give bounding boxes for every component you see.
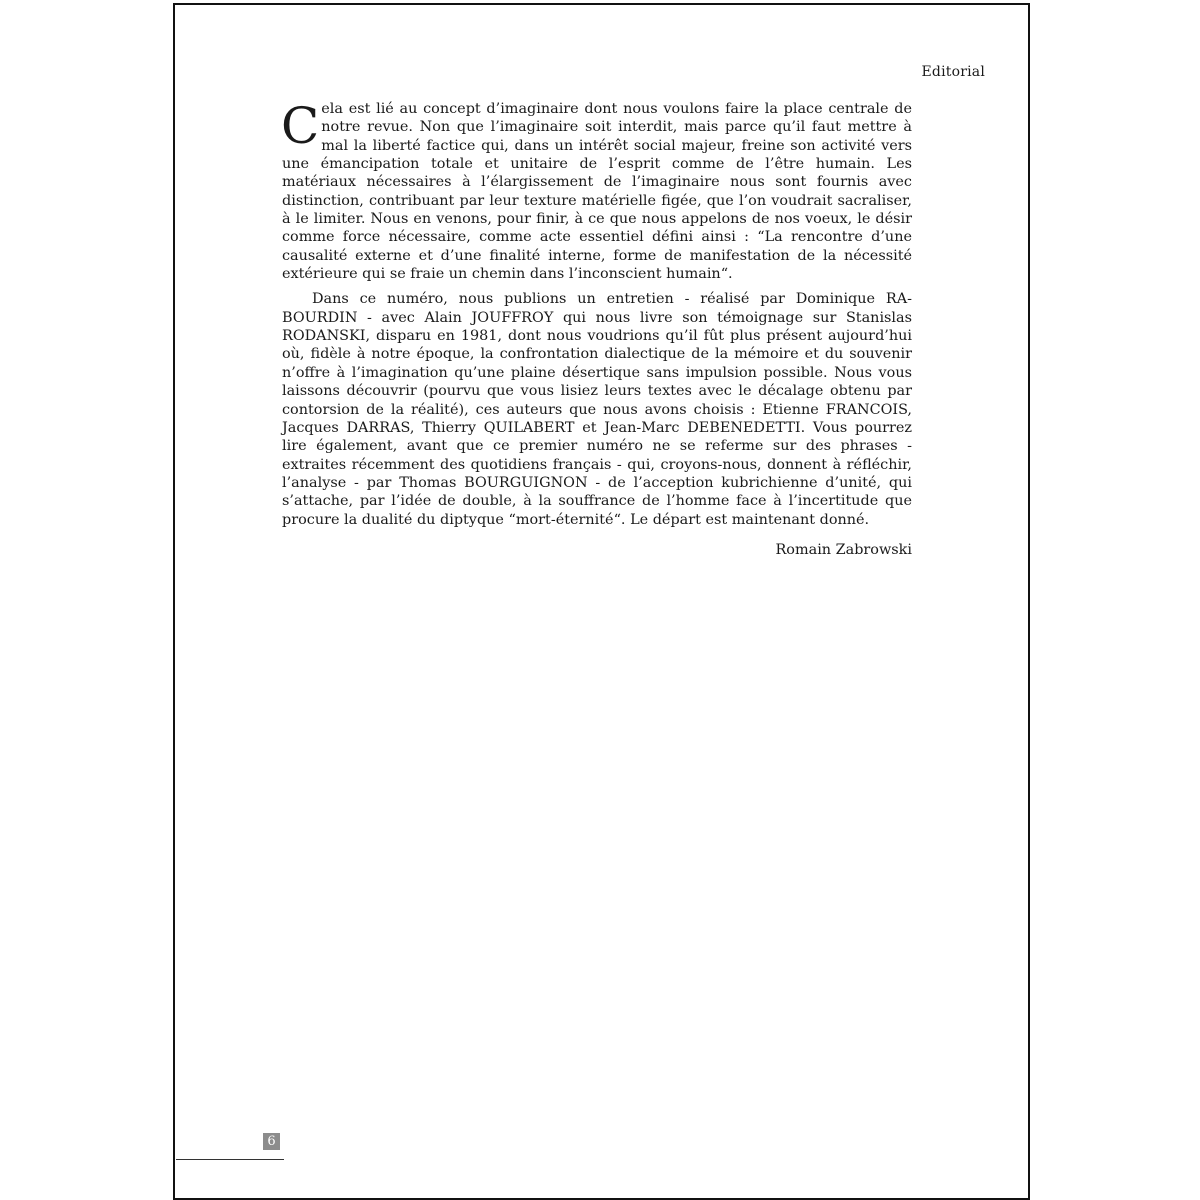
author-signature: Romain Zabrowski	[775, 541, 912, 558]
drop-cap: C	[281, 97, 320, 155]
footer-rule	[176, 1159, 284, 1160]
page	[173, 3, 1030, 1200]
paragraph-2: Dans ce numéro, nous publions un entretien - réalisé par Dominique RABOURDIN - avec Alain JOUFFROY qui nous livre son témoignage sur Stanislas RODANSKI, disparu en 1981, dont nous voudrions qu’il fût plus présent aujourd’hui où, fidèle à notre époque, la confrontation dialectique de la mémoire et du souvenir n’offre à l’imagination qu’une plaine désertique sans impulsion possible. Nous vous laissons découvrir (pourvu que vous lisiez leurs textes avec le décalage obtenu par contorsion de la réalité), ces auteurs que nous avons choisis : Etienne FRANCOIS, Jacques DARRAS, Thierry QUILABERT et Jean-Marc DEBENEDETTI. Vous pourrez lire également, avant que ce premier numéro ne se referme sur des phrases - extraites récemment des quotidiens français - qui, croyons-nous, donnent à réfléchir, l’analyse - par Thomas BOURGUIGNON - de l’acception kubrichienne d’unité, qui s’attache, par l’idée de double, à la souffrance de l’homme face à l’incertitude que procure la dualité du diptyque “mort-éternité“. Le départ est maintenant donné.	[282, 291, 912, 528]
editorial-body	[281, 97, 912, 559]
paragraph-1	[281, 97, 912, 283]
running-header: Editorial	[921, 64, 985, 80]
page-number: 6	[263, 1133, 280, 1150]
paragraph-1-text: ela est lié au concept d’imaginaire dont nous voulons faire la place centrale de notre revue. Non que l’imaginaire soit interdit, mais parce qu’il faut mettre à mal la liberté factice qui, dans un intérêt social majeur, freine son activité vers une émancipation totale et unitaire de l’esprit comme de l’être humain. Les matériaux nécessaires à l’élargissement de l’imaginaire nous sont fournis avec distinction, contribuant par leur texture matérielle figée, que l’on voudrait sacraliser, à le limiter. Nous en venons, pour finir, à ce que nous appelons de nos voeux, le désir comme force nécessaire, comme acte essentiel défini ainsi : “La rencontre d’une causalité externe et d’une finalité interne, forme de manifestation de la nécessité extérieure qui se fraie un chemin dans l’inconscient humain“.	[282, 101, 912, 283]
